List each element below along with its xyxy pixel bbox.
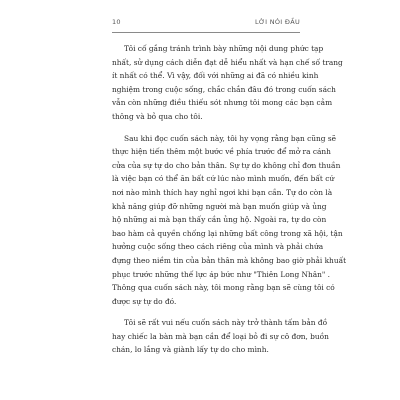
text-line: Thông qua cuốn sách này, tôi mong rằng bạn sẽ cùng tôi có [112,283,335,293]
text-line: nhất, sử dụng cách diễn đạt dễ hiểu nhất và hạn chế số trang [112,57,343,67]
text-line: nơi nào mình thích hay nghỉ ngơi khi bạn cần. Tự do còn là [112,187,333,197]
text-line: hưởng cuộc sống theo cách riêng của mình và phải chứa [112,242,324,252]
text-line: vẫn còn những điều thiếu sót nhưng tôi mong các bạn cảm [112,98,333,108]
body-text [112,42,347,365]
chapter-title: LỜI NÓI ĐẦU [254,18,300,26]
text-line: thông và bỏ qua cho tôi. [112,111,203,121]
running-head [112,18,300,33]
text-line: cửa của sự tự do cho bản thân. Sự tự do không chỉ đơn thuần [112,160,341,170]
text-line: được sự tự do đó. [112,296,177,306]
text-line: bao hàm cả quyền chống lại những bất công trong xã hội, tận [112,228,343,238]
text-line: phục trước những thế lực áp bức như "Thiên Long Nhân" . [112,269,331,279]
text-line: Tôi sẽ rất vui nếu cuốn sách này trở thành tấm bản đồ [124,318,328,328]
text-line: hay chiếc la bàn mà bạn cần để loại bỏ đi sự cô đơn, buồn [112,331,329,341]
paragraph-2 [112,132,347,309]
text-line: Tôi cố gắng tránh trình bày những nội dung phức tạp [124,44,324,53]
text-line: khả năng giúp đỡ những người mà bạn muốn giúp và ủng [112,201,327,211]
text-line: nghiệm trong cuộc sống, chắc chắn đâu đó trong cuốn sách [112,84,336,94]
page-number: 10 [112,18,121,26]
text-line: đựng theo niềm tin của bản thân mà không bao giờ phải khuất [112,255,347,265]
paragraph-1 [112,42,343,124]
text-line: ít nhất có thể. Vì vậy, đối với những ai đã có nhiều kinh [112,71,319,81]
text-line: chán, lo lắng và giành lấy tự do cho mình. [112,345,269,355]
text-line: Sau khi đọc cuốn sách này, tôi hy vọng rằng bạn cũng sẽ [124,133,337,143]
text-line: là việc bạn có thể ăn bất cứ lúc nào mình muốn, đến bất cứ [112,174,335,184]
text-line: hộ những ai mà bạn thấy cần ủng hộ. Ngoài ra, tự do còn [112,215,327,225]
text-line: thực hiện tiến thêm một bước về phía trước để mở ra cánh [112,147,331,157]
paragraph-3 [112,316,329,357]
